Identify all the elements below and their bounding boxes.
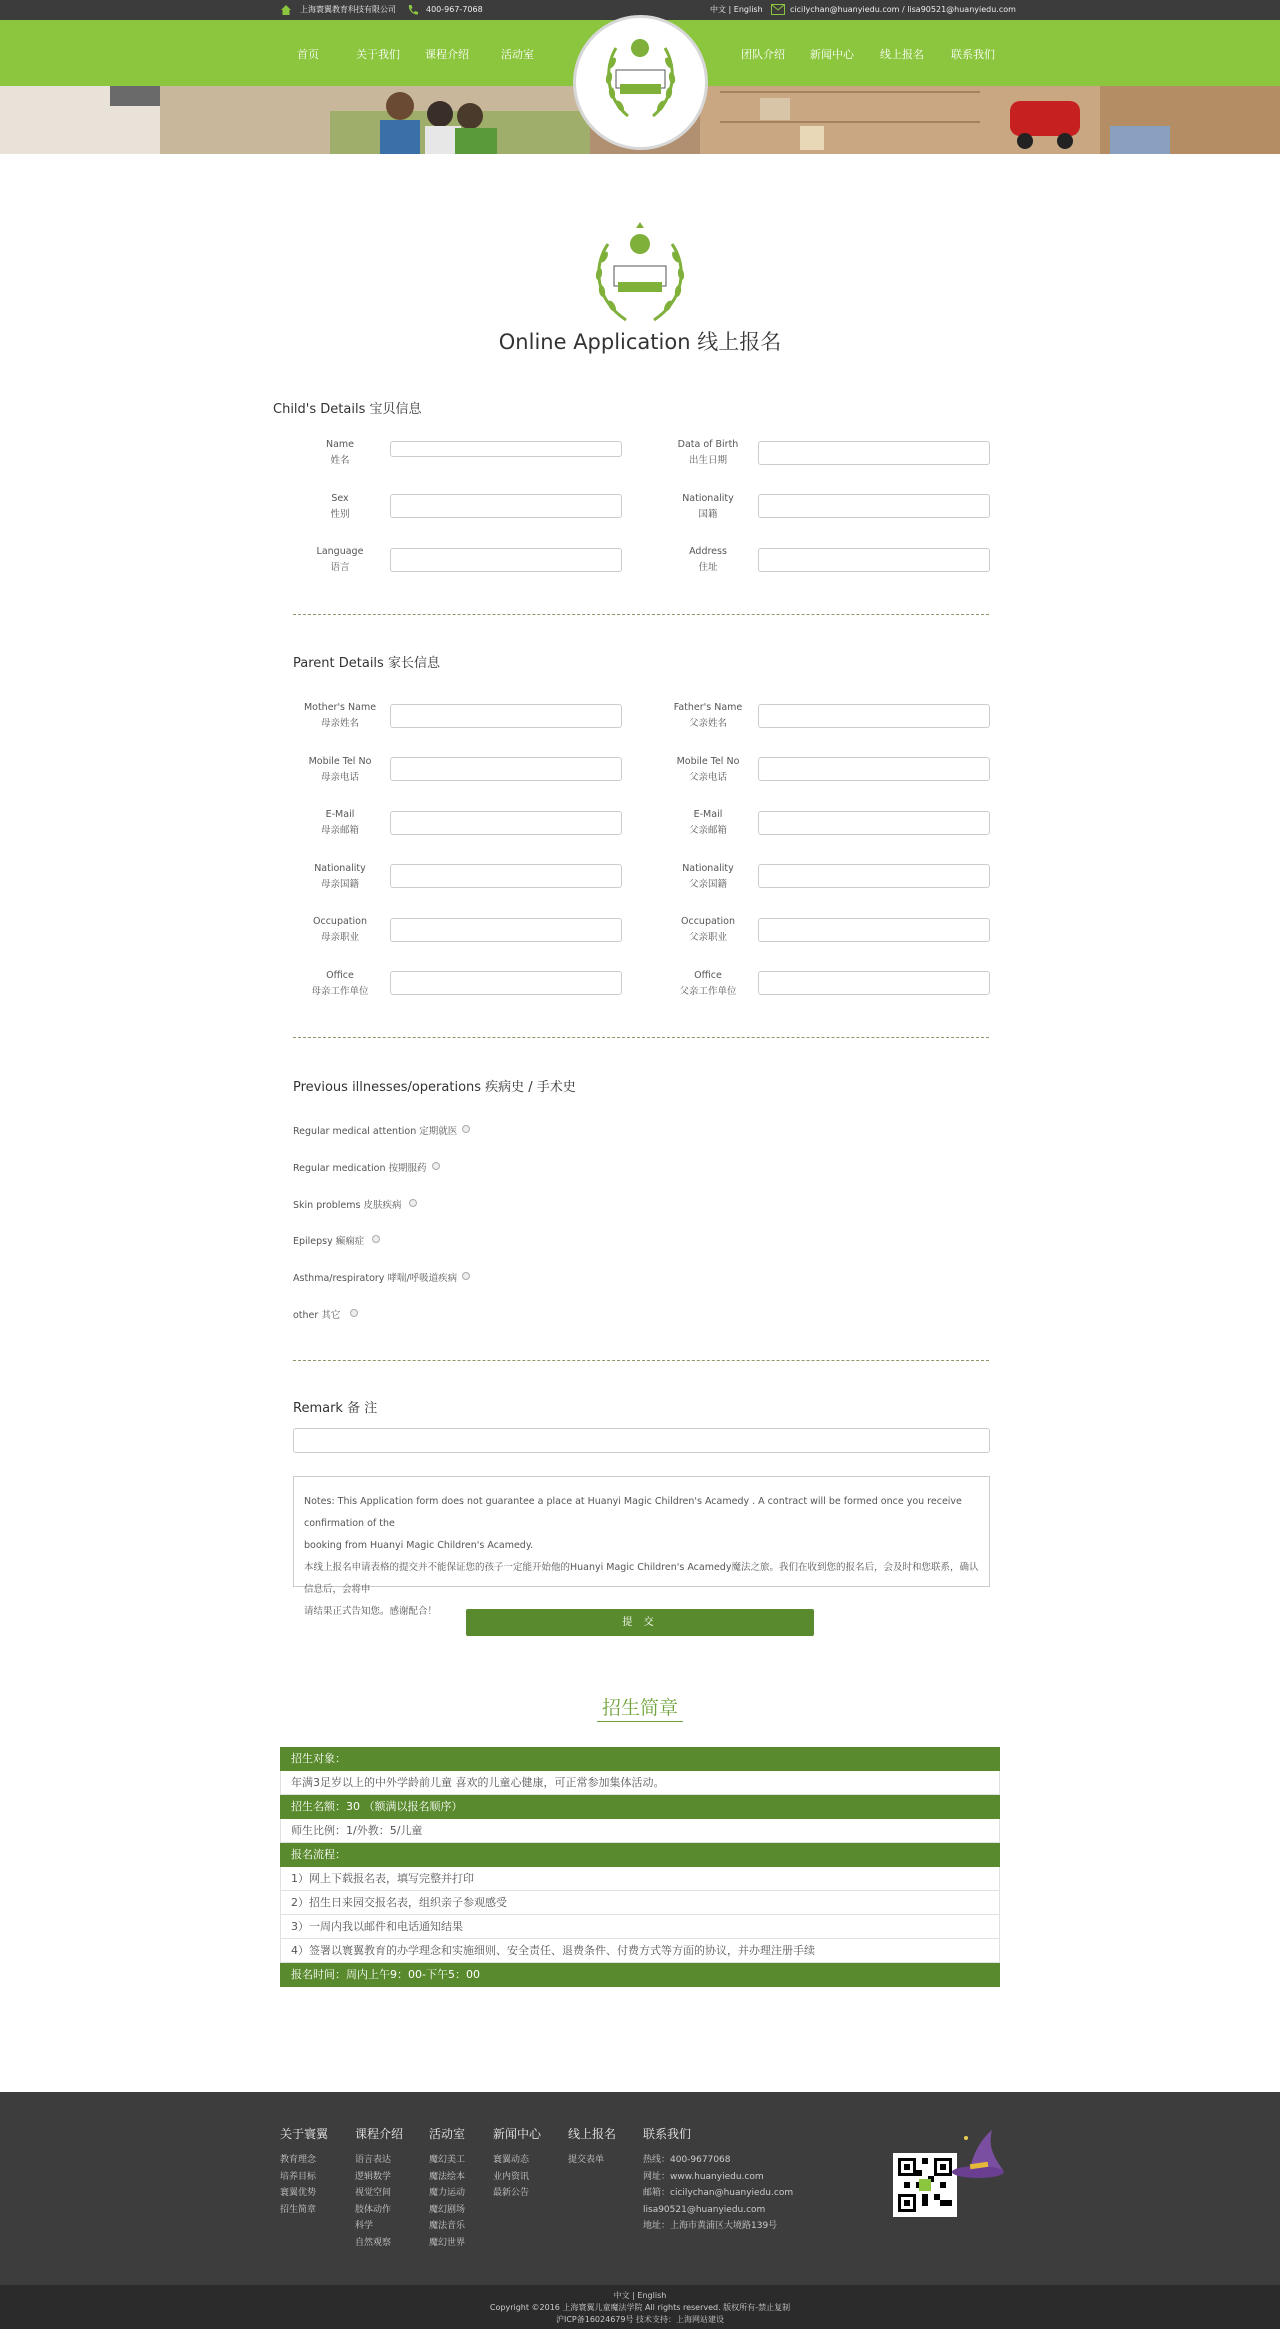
father-email-label: E-Mail 父亲邮箱: [688, 809, 727, 836]
footer-link[interactable]: 视觉空间: [355, 2188, 392, 2198]
child-name-label: Name 姓名: [325, 439, 355, 466]
footer-col-courses: [355, 2125, 403, 2251]
admission-row: 4）签署以寰翼教育的办学理念和实施细则、安全责任、退费条件、付费方式等方面的协议，并办理注册手续: [280, 1939, 1000, 1963]
mother-nationality-label: Nationality 母亲国籍: [314, 863, 366, 890]
footer-link[interactable]: 肢体动作: [355, 2204, 392, 2215]
form-logo: [578, 222, 702, 332]
mother-email-input[interactable]: [390, 811, 622, 835]
admission-row: 年满3足岁以上的中外学龄前儿童 喜欢的儿童心健康，可正常参加集体活动。: [280, 1771, 1000, 1795]
notes-text: Notes: This Application form does not guarantee a place at Huanyi Magic Children's Acamedy . A contract will be formed once you receive confirmation of the: [304, 1496, 962, 1529]
site-logo[interactable]: [573, 15, 708, 150]
divider: [293, 614, 989, 615]
footer-link[interactable]: 寰翼动态: [493, 2155, 530, 2165]
remark-input[interactable]: [293, 1428, 990, 1453]
footer-contact-text: 地址：上海市黄浦区大境路139号: [643, 2221, 778, 2231]
notes-text: 请结果正式告知您。感谢配合！: [304, 1606, 438, 1617]
footer-link[interactable]: 语言表达: [355, 2155, 392, 2165]
footer-link[interactable]: 科学: [355, 2221, 374, 2231]
footer-heading[interactable]: 联系我们: [643, 2127, 692, 2141]
mother-occupation-label: Occupation 母亲职业: [313, 916, 367, 943]
mother-occupation-input[interactable]: [390, 918, 622, 942]
nav-contact[interactable]: 联系我们: [951, 48, 995, 61]
footer-heading[interactable]: 新闻中心: [493, 2127, 542, 2141]
father-office-label: Office 父亲工作单位: [679, 970, 737, 997]
nav-courses[interactable]: 课程介绍: [425, 48, 469, 61]
remark-heading: Remark 备 注: [293, 1401, 378, 1416]
admission-row: 2）招生日来园交报名表，组织亲子参观感受: [280, 1891, 1000, 1915]
mother-mobile-label: Mobile Tel No 母亲电话: [308, 756, 372, 783]
child-nationality-label: Nationality 国籍: [682, 493, 734, 520]
admission-title: 招生简章: [601, 1697, 678, 1719]
footer-col-about: [280, 2125, 328, 2218]
footer-heading[interactable]: 活动室: [429, 2127, 466, 2141]
father-name-input[interactable]: [758, 704, 990, 728]
footer-link[interactable]: 业内资讯: [493, 2171, 530, 2182]
notes-text: booking from Huanyi Magic Children's Acamedy.: [304, 1540, 534, 1551]
footer-link[interactable]: 魔力运动: [429, 2188, 466, 2198]
nav-about[interactable]: 关于我们: [356, 48, 400, 61]
footer-col-contact: [643, 2125, 793, 2235]
child-sex-label: Sex 性别: [330, 493, 350, 520]
admission-row: 报名流程：: [280, 1843, 1000, 1867]
child-details-heading: Child's Details 宝贝信息: [273, 402, 422, 417]
application-notes: [293, 1476, 990, 1617]
child-address-input[interactable]: [758, 548, 990, 572]
footer-heading[interactable]: 关于寰翼: [280, 2127, 329, 2141]
child-language-label: Language 语言: [316, 546, 364, 573]
illness-checkbox-medication[interactable]: [432, 1162, 440, 1170]
footer-link[interactable]: 培养目标: [280, 2171, 317, 2182]
icp-text: 沪ICP备16024679号 技术支持：上海网站建设: [555, 2315, 725, 2324]
mother-name-label: Mother's Name 母亲姓名: [303, 702, 377, 729]
father-occupation-label: Occupation 父亲职业: [681, 916, 735, 943]
footer-col-news: [493, 2125, 541, 2202]
witch-hat-icon: [948, 2126, 1008, 2186]
footer-link[interactable]: 招生简章: [280, 2204, 317, 2215]
language-switch[interactable]: 中文 | English: [710, 5, 763, 14]
illness-checkbox-epilepsy[interactable]: [372, 1235, 380, 1243]
title-underline: [597, 1721, 683, 1722]
illness-option-label: Regular medical attention 定期就医: [293, 1126, 458, 1137]
divider: [293, 1037, 989, 1038]
footer-link[interactable]: 最新公告: [493, 2188, 530, 2198]
father-occupation-input[interactable]: [758, 918, 990, 942]
mail-icon: [771, 4, 785, 17]
illness-option-label: Asthma/respiratory 哮喘/呼吸道疾病: [293, 1273, 458, 1284]
nav-home[interactable]: 首页: [297, 48, 319, 61]
child-language-input[interactable]: [390, 548, 622, 572]
admission-row: 1）网上下载报名表，填写完整并打印: [280, 1867, 1000, 1891]
admission-row: 招生对象：: [280, 1747, 1000, 1771]
father-email-input[interactable]: [758, 811, 990, 835]
home-icon: [280, 4, 292, 18]
footer: [0, 2092, 1280, 2285]
child-sex-input[interactable]: [390, 494, 622, 518]
mother-office-label: Office 母亲工作单位: [311, 970, 369, 997]
footer-link[interactable]: 魔幻世界: [429, 2237, 466, 2248]
admission-table: [280, 1747, 1000, 1987]
mother-office-input[interactable]: [390, 971, 622, 995]
footer-link[interactable]: 魔法绘本: [429, 2171, 466, 2182]
child-dob-input[interactable]: [758, 441, 990, 465]
contact-emails[interactable]: cicilychan@huanyiedu.com / lisa90521@huanyiedu.com: [790, 5, 1016, 14]
footer-contact-text[interactable]: 邮箱：cicilychan@huanyiedu.com: [643, 2188, 794, 2198]
mother-nationality-input[interactable]: [390, 864, 622, 888]
footer-link[interactable]: 逻辑数学: [355, 2171, 392, 2182]
nav-activity-room[interactable]: 活动室: [501, 48, 534, 61]
illness-option-label: other 其它: [293, 1310, 341, 1321]
footer-link[interactable]: 魔法音乐: [429, 2221, 466, 2231]
admission-row: 师生比例：1/外教：5/儿童: [280, 1819, 1000, 1843]
illness-option-label: Regular medication 按期服药: [293, 1163, 427, 1174]
bottom-bar: [0, 2285, 1280, 2329]
illness-checkbox-skin[interactable]: [409, 1199, 417, 1207]
footer-link[interactable]: 自然观察: [355, 2237, 392, 2248]
mother-name-input[interactable]: [390, 704, 622, 728]
mother-email-label: E-Mail 母亲邮箱: [320, 809, 359, 836]
copyright-text: Copyright ©2016 上海寰翼儿童魔法学院 All rights reserved. 版权所有-禁止复制: [489, 2303, 791, 2312]
company-name: 上海寰翼教育科技有限公司: [300, 5, 396, 14]
nav-online-application[interactable]: 线上报名: [880, 48, 924, 61]
illness-checkbox-medical-attention[interactable]: [462, 1125, 470, 1133]
footer-col-activity: [429, 2125, 465, 2251]
child-dob-label: Data of Birth 出生日期: [677, 439, 739, 466]
submit-button[interactable]: 提 交: [466, 1609, 814, 1636]
mother-mobile-input[interactable]: [390, 757, 622, 781]
footer-heading[interactable]: 线上报名: [568, 2127, 617, 2141]
footer-contact-text: 热线：400-9677068: [643, 2155, 731, 2165]
child-address-label: Address 住址: [689, 546, 727, 573]
illness-option-label: Skin problems 皮肤疾病: [293, 1200, 402, 1211]
footer-contact-text[interactable]: 网址：www.huanyiedu.com: [643, 2171, 764, 2182]
footer-link[interactable]: 教育理念: [280, 2155, 317, 2165]
illness-checkbox-other[interactable]: [350, 1309, 358, 1317]
father-name-label: Father's Name 父亲姓名: [673, 702, 743, 729]
father-office-input[interactable]: [758, 971, 990, 995]
child-nationality-input[interactable]: [758, 494, 990, 518]
footer-heading[interactable]: 课程介绍: [355, 2127, 404, 2141]
footer-language-switch[interactable]: 中文 | English: [613, 2291, 667, 2300]
footer-link[interactable]: 魔幻剧场: [429, 2204, 466, 2215]
child-name-input[interactable]: [390, 441, 622, 457]
father-mobile-label: Mobile Tel No 父亲电话: [676, 756, 740, 783]
illness-option-label: Epilepsy 癫痫症: [293, 1236, 365, 1247]
phone-icon: [407, 4, 419, 18]
parent-details-heading: Parent Details 家长信息: [293, 656, 440, 671]
admission-row: 3）一周内我以邮件和电话通知结果: [280, 1915, 1000, 1939]
page-title: Online Application 线上报名: [498, 330, 782, 354]
admission-row: 招生名额：30 （额满以报名顺序）: [280, 1795, 1000, 1819]
nav-news[interactable]: 新闻中心: [810, 48, 854, 61]
nav-team[interactable]: 团队介绍: [741, 48, 785, 61]
father-nationality-input[interactable]: [758, 864, 990, 888]
admission-row: 报名时间：周内上午9：00-下午5：00: [280, 1963, 1000, 1987]
footer-contact-text[interactable]: lisa90521@huanyiedu.com: [643, 2204, 766, 2215]
illness-checkbox-asthma[interactable]: [462, 1272, 470, 1280]
phone-number: 400-967-7068: [426, 5, 483, 14]
illness-heading: Previous illnesses/operations 疾病史 / 手术史: [293, 1080, 576, 1095]
father-mobile-input[interactable]: [758, 757, 990, 781]
footer-link[interactable]: 魔幻美工: [429, 2155, 466, 2165]
father-nationality-label: Nationality 父亲国籍: [682, 863, 734, 890]
footer-link[interactable]: 提交表单: [568, 2155, 605, 2165]
divider: [293, 1360, 989, 1361]
footer-col-apply: [568, 2125, 616, 2169]
notes-text: 本线上报名申请表格的提交并不能保证您的孩子一定能开始他的Huanyi Magic Children's Acamedy魔法之旅。我们在收到您的报名后，会及时和您联系，确认信息后，会将申: [304, 1562, 979, 1595]
footer-link[interactable]: 寰翼优势: [280, 2188, 317, 2198]
